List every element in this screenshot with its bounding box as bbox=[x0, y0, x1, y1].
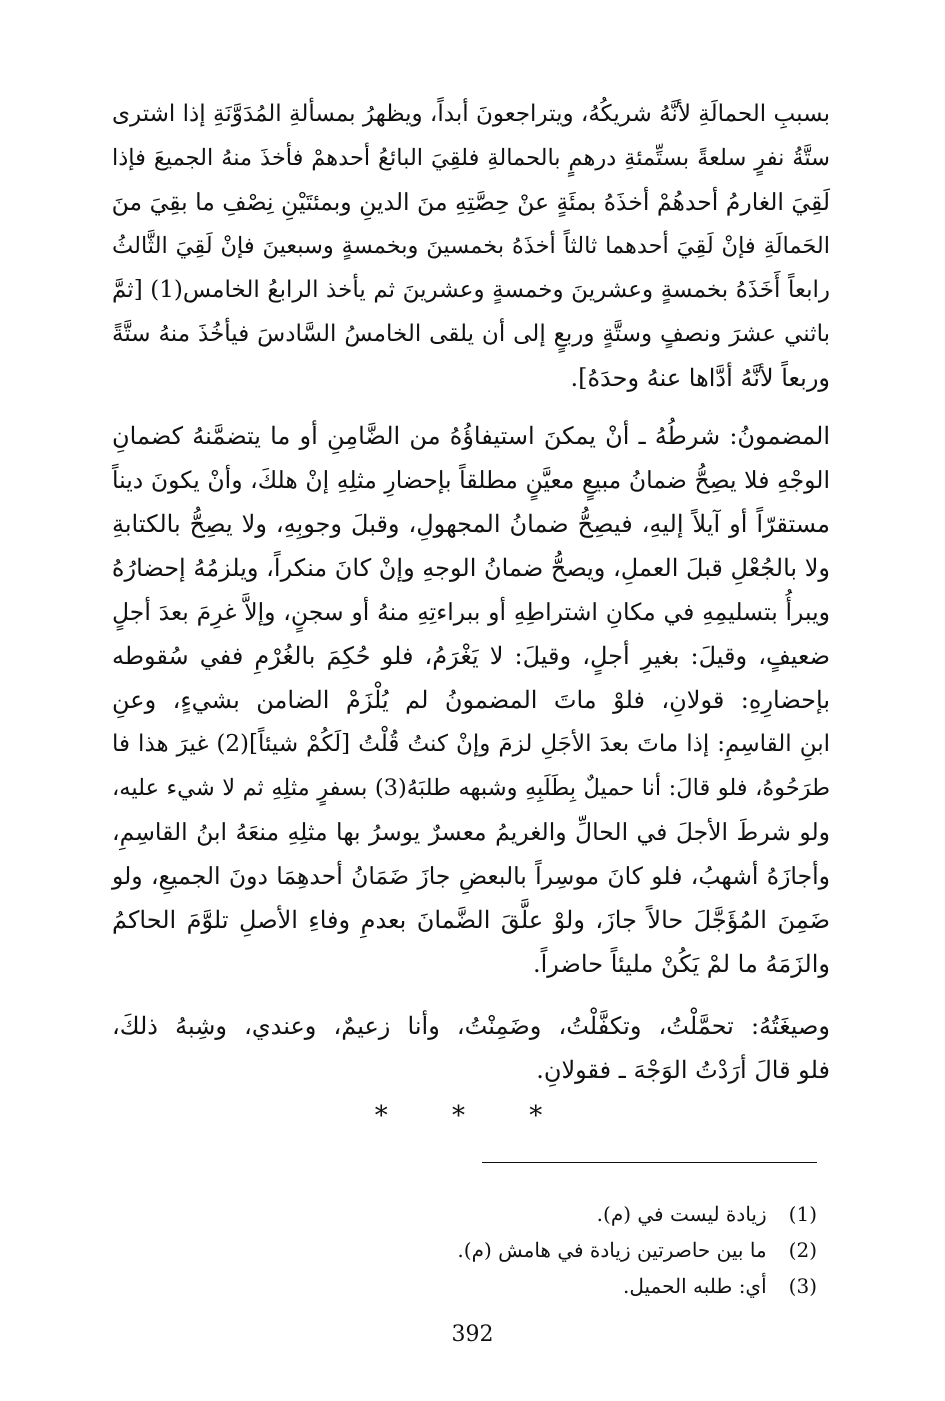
page-number: 392 bbox=[451, 1322, 494, 1347]
footnotes bbox=[257, 1196, 817, 1304]
text-line: الحَمالَةِ فإنْ لَقِيَ أحدهما ثالثاً أخذَهُ بخمسينَ وبخمسةٍ وسبعينَ فإنْ لَقِيَ الثَّالثُ bbox=[112, 233, 830, 259]
text-line: وربعاً لأنَّهُ أدَّاها عنهُ وحدَهُ]. bbox=[570, 364, 830, 392]
paragraph-madmun bbox=[112, 414, 830, 986]
text-line: المضمونُ: شرطُهُ ـ أنْ يمكنَ استيفاؤُهُ من الضَّامِنِ أو ما يتضمَّنهُ كضمانِ bbox=[112, 422, 830, 450]
text-line: والزَمَهُ ما لمْ يَكُنْ مليئاً حاضراً. bbox=[533, 950, 830, 978]
text-line: وأجازَهُ أشهبُ، فلو كانَ موسِراً بالبعضِ جازَ ضَمَانُ أحدهِمَا دونَ الجميعِ، ولو bbox=[112, 862, 830, 890]
footnote bbox=[257, 1268, 817, 1304]
footnote bbox=[257, 1196, 817, 1232]
text-line: وصيغَتُهُ: تحمَّلْتُ، وتكفَّلْتُ، وضَمِنْتُ، وأنا زعيمٌ، وعندي، وشِبهُ ذلكَ، bbox=[112, 1012, 830, 1040]
text-line: فلو قالَ أرَدْتُ الوَجْهَ ـ فقولانِ. bbox=[536, 1056, 830, 1084]
footnote-text: ما بين حاصرتين زيادة في هامش (م). bbox=[457, 1238, 767, 1262]
text-line: ولا بالجُعْلِ قبلَ العملِ، ويصحُّ ضمانُ الوجهِ وإنْ كانَ منكراً، ويلزمُهُ إحضارُهُ bbox=[111, 554, 830, 582]
paragraph-sigha bbox=[112, 1004, 830, 1092]
text-line: ولو شرطَ الأجلَ في الحالِّ والغريمُ معسرٌ يوسرُ بها مثلِهِ منعَهُ ابنُ القاسِمِ، bbox=[112, 818, 830, 846]
paragraph-hamala bbox=[112, 92, 830, 400]
text-line: ضعيفٍ، وقيلَ: بغيرِ أجلٍ، وقيلَ: لا يَغْرَمُ، فلو حُكِمَ بالغُرْمِ ففي سُقوطه bbox=[112, 642, 830, 670]
text-line: ضَمِنَ المُؤَجَّلَ حالاً جازَ، ولوْ علَّقَ الضَّمانَ بعدمِ وفاءِ الأصلِ تلوَّمَ الحاكمُ bbox=[112, 906, 830, 934]
footnote-text: أي: طلبه الحميل. bbox=[623, 1274, 767, 1298]
text-line: الوجْهِ فلا يصِحُّ ضمانُ مبيعٍ معيَّنٍ مطلقاً بإحضارِ مثلِهِ إنْ هلكَ، وأنْ يكونَ ديناً bbox=[112, 466, 830, 494]
text-line: بسببِ الحمالَةِ لأنَّهُ شريكُهُ، ويتراجعونَ أبداً، ويظهرُ بمسألةِ المُدَوَّنَةِ إذا اشترى bbox=[112, 101, 830, 127]
text-line: ابنِ القاسِمِ: إذا ماتَ بعدَ الأجَلِ لزمَ وإنْ كنتُ قُلْتُ [لَكُمْ شيئاً](2) غيرَ هذا فا bbox=[112, 731, 830, 757]
text-line: ستَّةُ نفرٍ سلعةً بستِّمئةِ درهمٍ بالحمالةِ فلقِيَ البائعُ أحدهمْ فأخذَ منهُ الجميعَ فإذا bbox=[112, 145, 830, 171]
text-line: بإحضارِهِ: قولانِ، فلوْ ماتَ المضمونُ لم يُلْزَمْ الضامن بشيءٍ، وعنِ bbox=[112, 686, 831, 714]
section-separator: * * * bbox=[374, 1101, 571, 1131]
footnote bbox=[257, 1232, 817, 1268]
text-line: لَقِيَ الغارمُ أحدهُمْ أخذَهُ بمئَةٍ عنْ حِصَّتِهِ منَ الدينِ وبمئتَيْنِ نِصْفِ ما بقِيَ منَ bbox=[111, 188, 830, 216]
footnote-divider bbox=[482, 1162, 817, 1163]
text-line: باثني عشرَ ونصفٍ وستَّةٍ وربعٍ إلى أن يلقى الخامسُ السَّادسَ فيأخُذَ منهُ ستَّةً bbox=[112, 321, 830, 347]
text-line: مستقرّاً أو آيلاً إليهِ، فيصِحُّ ضمانُ المجهولِ، وقبلَ وجوبِهِ، ولا يصِحُّ بالكتابةِ bbox=[112, 510, 830, 538]
text-line: ويبرأُ بتسليمِهِ في مكانِ اشتراطِهِ أو ببراءتِهِ منهُ أو سجنٍ، وإلاَّ غرِمَ بعدَ أجلٍ bbox=[112, 598, 830, 626]
footnote-text: زيادة ليست في (م). bbox=[596, 1202, 767, 1226]
footnote-number: (1) bbox=[788, 1202, 817, 1226]
footnote-number: (2) bbox=[788, 1238, 817, 1262]
text-line: طرَحُوهُ، فلو قالَ: أنا حميلٌ بِطَلَبِهِ وشبهه طلبَهُ(3) بسفرٍ مثلِهِ ثم لا شيء عليه، bbox=[112, 775, 830, 801]
footnote-number: (3) bbox=[788, 1274, 817, 1298]
text-line: رابعاً أَخَذَهُ بخمسةٍ وعشرينَ وخمسةٍ وعشرينَ ثم يأخذ الرابعُ الخامس(1) [ثمَّ bbox=[112, 277, 831, 303]
